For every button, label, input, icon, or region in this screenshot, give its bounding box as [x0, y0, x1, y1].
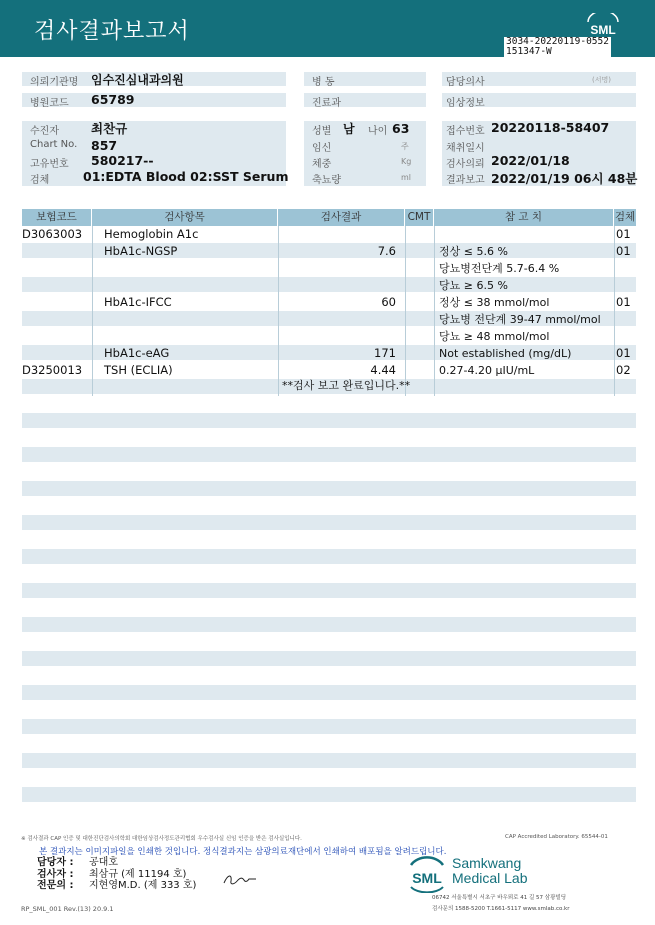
sex-value: 남	[343, 122, 355, 136]
form-id: RP_SML_001 Rev.(13) 20.9.1	[21, 905, 114, 913]
pregnancy-label: 임신	[312, 143, 332, 154]
row-item: Hemoglobin A1c	[104, 227, 199, 241]
row-item: HbA1c-IFCC	[104, 295, 172, 309]
brand-name	[452, 856, 528, 886]
table-row-stripe	[22, 651, 636, 666]
weight-label: 체중	[312, 159, 332, 170]
row-reference: 당뇨 ≥ 48 mmol/mol	[439, 330, 550, 343]
report-date-label: 결과보고	[446, 175, 485, 186]
id-value: 580217--	[91, 153, 154, 168]
patient-label: 수진자	[30, 126, 59, 137]
pregnancy-unit: 주	[401, 142, 409, 151]
table-row-stripe	[22, 515, 636, 530]
report-id-line1: 3034-20220119-0552	[506, 36, 609, 47]
table-row-stripe	[22, 481, 636, 496]
accession-value: 20220118-58407	[491, 120, 610, 135]
col-header-code: 보험코드	[22, 209, 92, 226]
table-row-stripe	[22, 447, 636, 462]
print-notice: 본 결과지는 이미지파일을 인쇄한 것입니다. 정식결과지는 삼광의료재단에서 인쇄하여 배포됨을 알려드립니다.	[39, 847, 447, 857]
hospital-code-label: 병원코드	[30, 98, 69, 109]
row-specimen: 01	[616, 227, 631, 241]
examiner-value: 최삼규 (제 11194 호)	[89, 869, 187, 880]
manager-label: 담당자 :	[37, 857, 74, 868]
col-header-specimen: 검체	[614, 211, 636, 223]
brand-line1: Samkwang	[452, 855, 522, 871]
accession-label: 접수번호	[446, 126, 485, 137]
row-reference: 당뇨병전단계 5.7-6.4 %	[439, 262, 560, 275]
specimen-label: 검체	[30, 175, 50, 186]
doctor-label: 담당의사	[446, 77, 485, 88]
cap-note: CAP Accredited Laboratory. 65544-01	[505, 834, 608, 840]
table-row-stripe	[22, 685, 636, 700]
row-reference: 정상 ≤ 38 mmol/mol	[439, 296, 550, 309]
urine-unit: ml	[401, 173, 412, 182]
ward-label: 병 동	[312, 77, 335, 88]
row-code: D3250013	[22, 363, 83, 377]
age-value: 63	[392, 121, 410, 136]
table-row-stripe	[22, 583, 636, 598]
table-row-stripe	[22, 719, 636, 734]
row-reference: Not established (mg/dL)	[439, 347, 572, 360]
manager-value: 공대호	[89, 857, 118, 868]
table-row-stripe	[22, 753, 636, 768]
sml-footer-logo-icon	[407, 851, 447, 893]
col-header-cmt: CMT	[405, 209, 434, 226]
row-specimen: 01	[616, 244, 631, 258]
clinical-label: 임상정보	[446, 98, 485, 109]
row-result: 60	[381, 295, 396, 309]
row-specimen: 02	[616, 363, 631, 377]
results-table-header	[22, 209, 636, 226]
row-specimen: 01	[616, 295, 631, 309]
col-separator	[434, 226, 435, 396]
report-id	[504, 37, 611, 57]
row-reference: 0.27-4.20 μIU/mL	[439, 364, 535, 377]
urine-label: 축뇨량	[312, 175, 341, 186]
doctor-sign: (서명)	[592, 76, 611, 84]
weight-unit: Kg	[401, 157, 412, 166]
specimen-value: 01:EDTA Blood 02:SST Serum	[83, 169, 289, 184]
institution-label: 의뢰기관명	[30, 77, 79, 88]
report-id-line2: 151347-W	[506, 46, 552, 57]
age-label: 나이	[368, 126, 388, 137]
report-date-value: 2022/01/19 06시 48분	[491, 171, 638, 186]
report-title: 검사결과보고서	[34, 19, 190, 44]
lab-address: 06742 서울특별시 서초구 바우뫼로 41 길 57 삼광빌딩	[432, 895, 567, 901]
specialist-label: 전문의 :	[37, 880, 74, 891]
row-code: D3063003	[22, 227, 83, 241]
col-separator	[92, 226, 93, 396]
row-item: HbA1c-NGSP	[104, 244, 178, 258]
row-reference: 정상 ≤ 5.6 %	[439, 245, 508, 258]
institution-value: 임수진심내과의원	[91, 73, 184, 87]
collection-label: 채취일시	[446, 143, 485, 154]
chart-value: 857	[91, 138, 118, 153]
col-header-item: 검사항목	[92, 209, 278, 226]
col-separator	[278, 226, 279, 396]
row-specimen: 01	[616, 346, 631, 360]
row-reference: 당뇨 ≥ 6.5 %	[439, 279, 508, 292]
lab-contact: 검사문의 1588-5200 T.1661-5117 www.smlab.co.kr	[432, 906, 570, 912]
signature-icon	[222, 871, 258, 887]
chart-label: Chart No.	[30, 139, 78, 150]
id-label: 고유번호	[30, 159, 69, 170]
report-end-text: **검사 보고 완료입니다.**	[282, 379, 411, 392]
examiner-label: 검사자 :	[37, 869, 74, 880]
hospital-code-value: 65789	[91, 92, 135, 107]
row-result: 171	[374, 346, 396, 360]
col-separator	[614, 226, 615, 396]
sml-logo-text: SML	[590, 23, 616, 37]
row-reference: 당뇨병 전단계 39-47 mmol/mol	[439, 313, 601, 326]
table-row-stripe	[22, 617, 636, 632]
brand-line2: Medical Lab	[452, 870, 528, 886]
sex-label: 성별	[312, 126, 332, 137]
table-row-stripe	[22, 413, 636, 428]
patient-value: 최찬규	[91, 121, 128, 136]
row-item: TSH (ECLIA)	[104, 363, 173, 377]
table-row-stripe	[22, 787, 636, 802]
row-result: 4.44	[370, 363, 396, 377]
col-header-result: 검사결과	[278, 209, 405, 226]
col-separator	[405, 226, 406, 396]
table-row-stripe	[22, 549, 636, 564]
specialist-value: 지현영M.D. (제 333 호)	[89, 880, 197, 891]
row-item: HbA1c-eAG	[104, 346, 170, 360]
col-header-reference: 참 고 치	[434, 209, 614, 226]
row-result: 7.6	[377, 244, 396, 258]
sml-footer-logo-text: SML	[412, 870, 442, 886]
request-value: 2022/01/18	[491, 153, 570, 168]
accreditation-note: ※ 검사결과 CAP 인증 및 대한진단검사의학회 대한임상검사정도관리협회 우수검사실 신임 인증을 받은 검사실입니다.	[21, 836, 302, 842]
department-label: 진료과	[312, 98, 341, 109]
request-label: 검사의뢰	[446, 159, 485, 170]
